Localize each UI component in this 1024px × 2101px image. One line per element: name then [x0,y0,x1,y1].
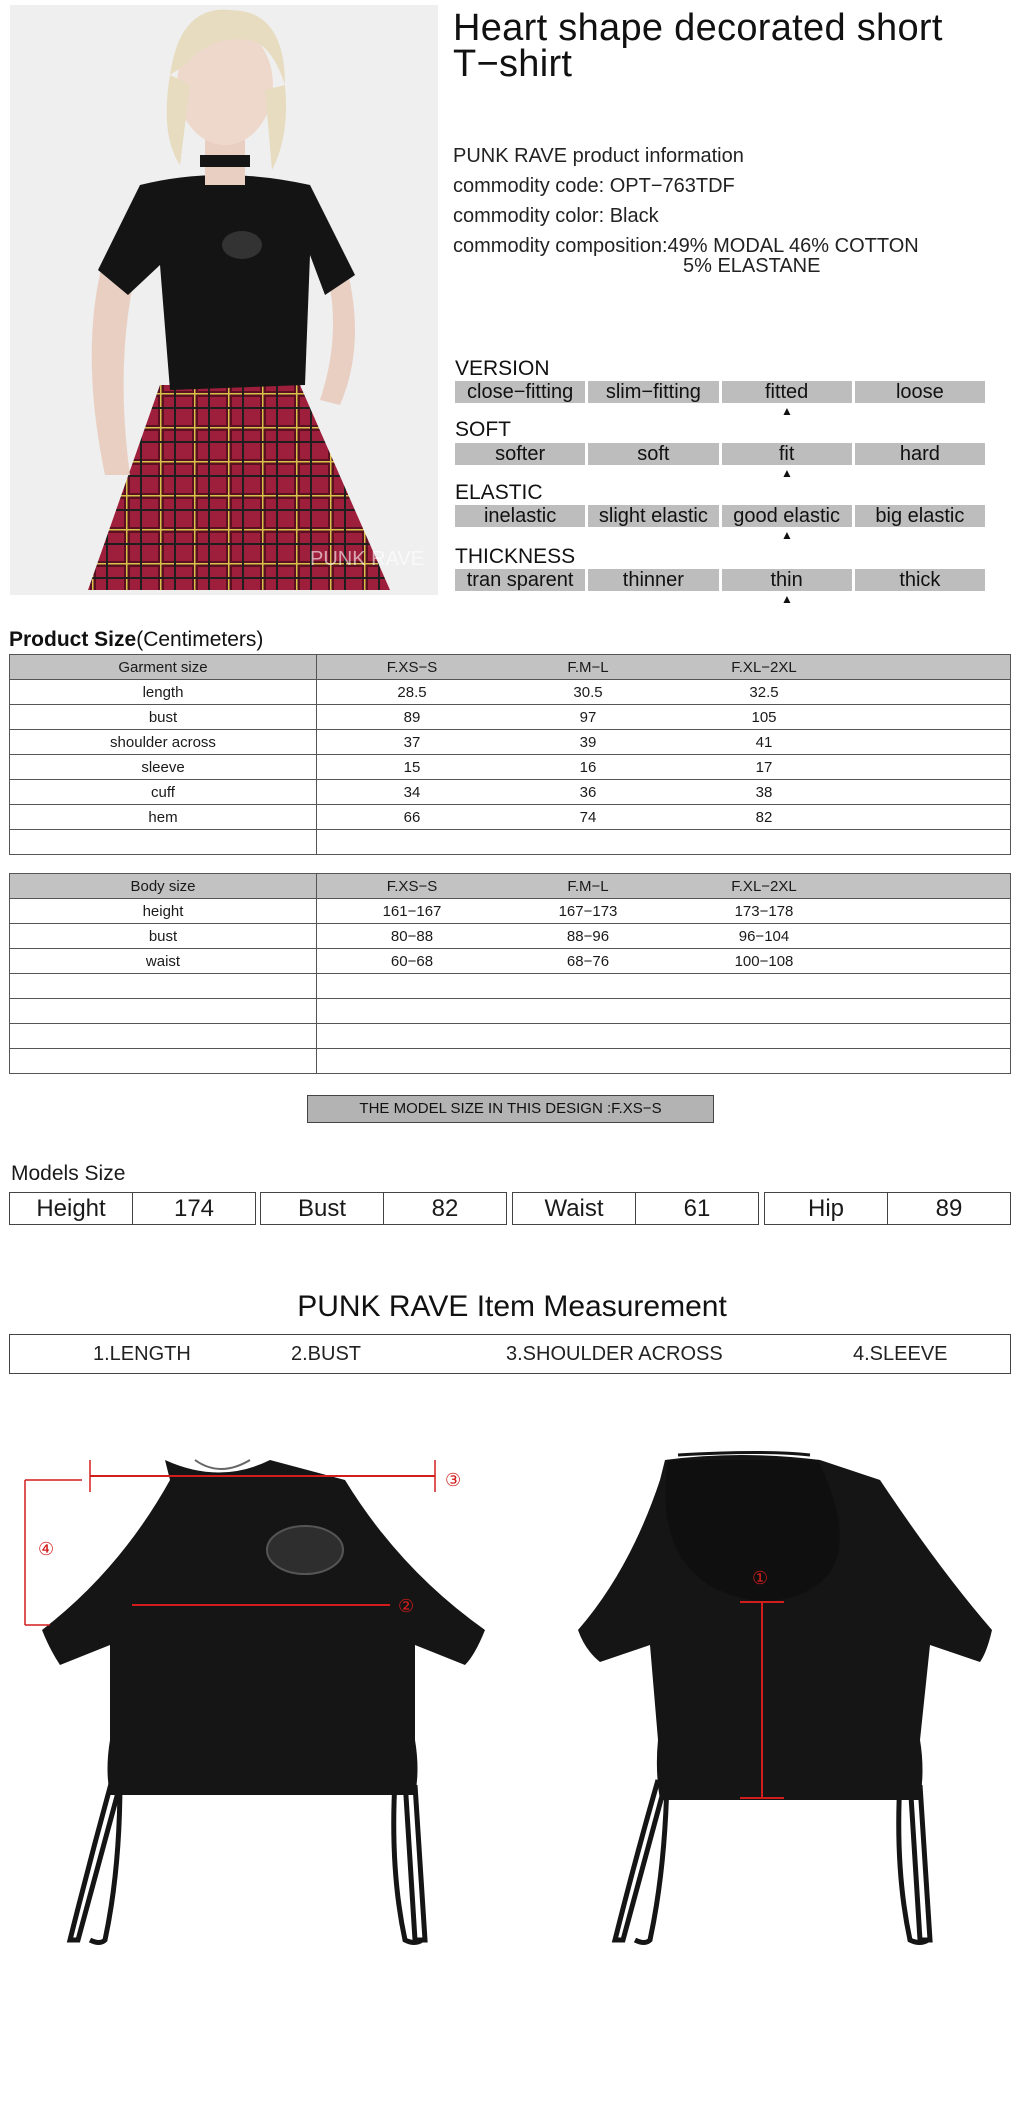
row-label: height [10,899,317,924]
model-height [9,1192,256,1225]
model-waist [512,1192,759,1225]
measure-label-shoulder: 3.SHOULDER ACROSS [506,1343,723,1365]
row-label: sleeve [10,755,317,780]
row-label: waist [10,949,317,974]
garment-size-table [9,654,1011,855]
column-header: F.XL−2XL [731,658,797,676]
table-row: cuff 34 36 38 [10,780,1011,805]
selected-marker-icon: ▲ [781,466,793,480]
model-stat-value: 82 [431,1195,459,1222]
column-header: F.XL−2XL [731,877,797,895]
table-row: shoulder across 37 39 41 [10,730,1011,755]
model-size-note: THE MODEL SIZE IN THIS DESIGN :F.XS−S [307,1095,714,1123]
column-header: F.XS−S [386,877,438,895]
attr-option: hard [855,443,985,465]
info-header: PUNK RAVE product information [453,145,744,167]
table-row: bust 89 97 105 [10,705,1011,730]
attr-option: thinner [588,569,718,591]
table-row-empty [10,1024,1011,1049]
attr-option: slim−fitting [588,381,718,403]
commodity-composition-line2: 5% ELASTANE [683,255,821,277]
attr-option: soft [588,443,718,465]
measurement-title: PUNK RAVE Item Measurement [297,1290,727,1323]
product-size-heading: Product Size(Centimeters) [9,628,264,651]
marker-bust: ② [398,1596,415,1616]
column-header: F.M−L [567,658,609,676]
row-label: length [10,680,317,705]
table-header-label: Garment size [10,655,317,680]
model-photo [10,5,438,595]
commodity-color: commodity color: Black [453,205,659,227]
table-row: height 161−167 167−173 173−178 [10,899,1011,924]
attr-title-thickness: THICKNESS [455,545,576,568]
table-header-row [10,874,1011,899]
body-size-table [9,873,1011,1074]
table-row-empty [10,974,1011,999]
attr-option: fit [722,443,852,465]
marker-sleeve: ④ [38,1539,55,1559]
column-header: F.M−L [567,877,609,895]
column-header: F.XS−S [386,658,438,676]
attr-option: slight elastic [588,505,718,527]
attr-row-soft [455,443,985,465]
row-label: cuff [10,780,317,805]
table-row-empty [10,1049,1011,1074]
measure-label-length: 1.LENGTH [93,1343,191,1365]
models-size-heading: Models Size [11,1162,126,1185]
row-label: bust [10,705,317,730]
attr-option: fitted [722,381,852,403]
table-row-empty [10,830,1011,855]
attr-row-version [455,381,985,403]
attr-title-elastic: ELASTIC [455,481,543,504]
attr-option: softer [455,443,585,465]
model-stat-value: 174 [173,1195,215,1222]
attr-option: thick [855,569,985,591]
table-row: sleeve 15 16 17 [10,755,1011,780]
attr-option: big elastic [855,505,985,527]
attr-title-soft: SOFT [455,418,511,441]
marker-length: ① [752,1568,769,1588]
table-row: length 28.5 30.5 32.5 [10,680,1011,705]
table-header-row [10,655,1011,680]
selected-marker-icon: ▲ [781,404,793,418]
selected-marker-icon: ▲ [781,592,793,606]
table-row: bust 80−88 88−96 96−104 [10,924,1011,949]
attr-option: inelastic [455,505,585,527]
commodity-composition: commodity composition:49% MODAL 46% COTTON [453,235,919,257]
model-stat-value: 89 [935,1195,963,1222]
attr-title-version: VERSION [455,357,550,380]
model-hip [764,1192,1011,1225]
shirt-front-diagram [20,1440,500,1960]
table-row: hem 66 74 82 [10,805,1011,830]
watermark: PUNK RAVE [310,548,425,570]
model-stat-label: Height [10,1193,133,1224]
table-header-label: Body size [10,874,317,899]
measure-label-bust: 2.BUST [291,1343,362,1365]
attr-option: thin [722,569,852,591]
model-bust [260,1192,507,1225]
marker-shoulder: ③ [445,1470,462,1490]
attr-row-elastic [455,505,985,527]
table-row-empty [10,999,1011,1024]
model-stat-value: 61 [683,1195,711,1222]
attr-option: close−fitting [455,381,585,403]
commodity-code: commodity code: OPT−763TDF [453,175,735,197]
attr-option: good elastic [722,505,852,527]
attr-option: tran sparent [455,569,585,591]
measure-label-sleeve: 4.SLEEVE [853,1343,948,1365]
attr-option: loose [855,381,985,403]
model-stat-label: Waist [513,1193,636,1224]
selected-marker-icon: ▲ [781,528,793,542]
row-label: bust [10,924,317,949]
model-stat-label: Hip [765,1193,888,1224]
row-label: hem [10,805,317,830]
product-title: Heart shape decorated short T−shirt [453,7,943,85]
table-row: waist 60−68 68−76 100−108 [10,949,1011,974]
shirt-back-diagram [540,1440,1020,1960]
row-label: shoulder across [10,730,317,755]
model-stat-label: Bust [261,1193,384,1224]
attr-row-thickness [455,569,985,591]
